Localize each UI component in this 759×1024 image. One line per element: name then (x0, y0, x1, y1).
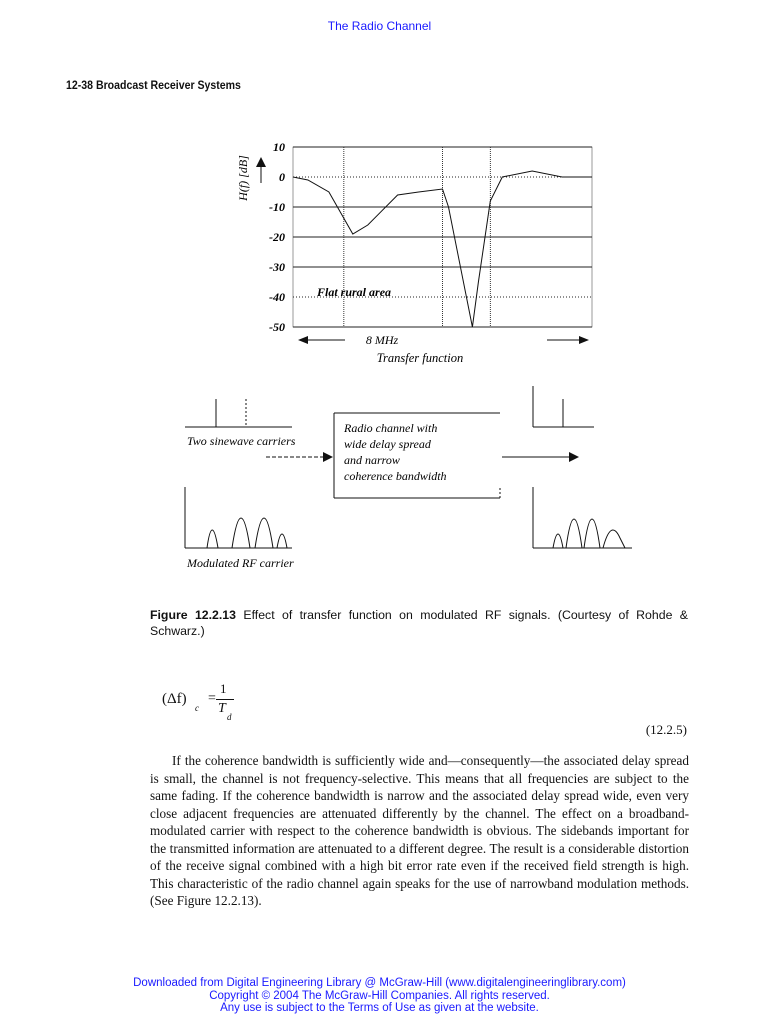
fraction-bar (216, 699, 234, 700)
modulated-label: Modulated RF carrier (187, 556, 294, 570)
bandwidth-arrowhead-right (579, 336, 589, 344)
equation-numerator: 1 (220, 681, 227, 696)
equation-denominator: T (218, 701, 226, 716)
equation-denominator-subscript: d (227, 712, 232, 722)
equation-number: (12.2.5) (645, 722, 687, 737)
channel-box-line-1: Radio channel with (344, 421, 438, 435)
carriers-label: Two sinewave carriers (187, 434, 296, 448)
site-title-link[interactable]: The Radio Channel (327, 19, 432, 33)
bandwidth-label: 8 MHz (365, 333, 399, 347)
y-tick-labels (269, 140, 285, 334)
y-tick-label: -20 (269, 230, 285, 244)
output-arrowhead (569, 452, 579, 462)
output-modulated-spectrum (533, 487, 632, 548)
area-label: Flat rural area (317, 285, 392, 299)
footer (0, 977, 759, 1015)
y-tick-label: -10 (269, 200, 285, 214)
footer-line-1[interactable]: Downloaded from Digital Engineering Library @ McGraw-Hill (www.digitalengineeringlibrary.com) (133, 977, 626, 989)
figure-caption-text: Effect of transfer function on modulated RF signals. (Courtesy of Rohde & Schwarz.) (150, 608, 689, 638)
equation-lhs-subscript: c (195, 703, 199, 713)
figure-caption-label: Figure 12.2.13 (150, 608, 236, 622)
input-modulated-spectrum (185, 487, 292, 548)
input-arrowhead (323, 452, 333, 462)
equation (162, 683, 252, 723)
output-carriers-diagram (533, 386, 594, 427)
equation-lhs: (Δf) (162, 691, 187, 707)
y-axis-label: H(f) [dB] (236, 155, 250, 201)
input-carriers-diagram (185, 399, 292, 427)
footer-line-3: Any use is subject to the Terms of Use as given at the website. (220, 1002, 539, 1014)
y-tick-label: -30 (269, 260, 285, 274)
y-axis-arrowhead (256, 157, 266, 167)
y-tick-label: -50 (269, 320, 285, 334)
bandwidth-arrowhead-left (298, 336, 308, 344)
channel-box-line-2: wide delay spread (344, 437, 431, 451)
equation-equals: = (208, 691, 216, 706)
y-tick-label: 10 (273, 140, 285, 154)
y-tick-label: 0 (279, 170, 285, 184)
running-head: 12-38 Broadcast Receiver Systems (66, 78, 241, 92)
channel-box-line-4: coherence bandwidth (344, 469, 447, 483)
footer-line-2: Copyright © 2004 The McGraw-Hill Companies. All rights reserved. (209, 989, 550, 1002)
figure-caption (150, 607, 688, 639)
body-paragraph: If the coherence bandwidth is sufficiently wide and—consequently—the associated delay spread is small, the channel is not frequency-selective. This means that all frequencies are subject to the same fading. If the coherence bandwidth is narrow and the associated delay spread wide, even very close adjacent frequencies are attenuated differently by the channel. The effect on a broadband-modulated carrier with respect to the coherence bandwidth is obvious. The sidebands important for the transmitted information are attenuated to a different degree. The result is a considerable distortion of the receive signal combined with a high bit error rate even if the received field strength is high. This characteristic of the radio channel again speaks for the use of narrowband modulation methods. (See Figure 12.2.13). (150, 753, 689, 908)
channel-box-line-3: and narrow (344, 453, 400, 467)
chart-title: Transfer function (376, 351, 464, 365)
y-tick-label: -40 (269, 290, 285, 304)
